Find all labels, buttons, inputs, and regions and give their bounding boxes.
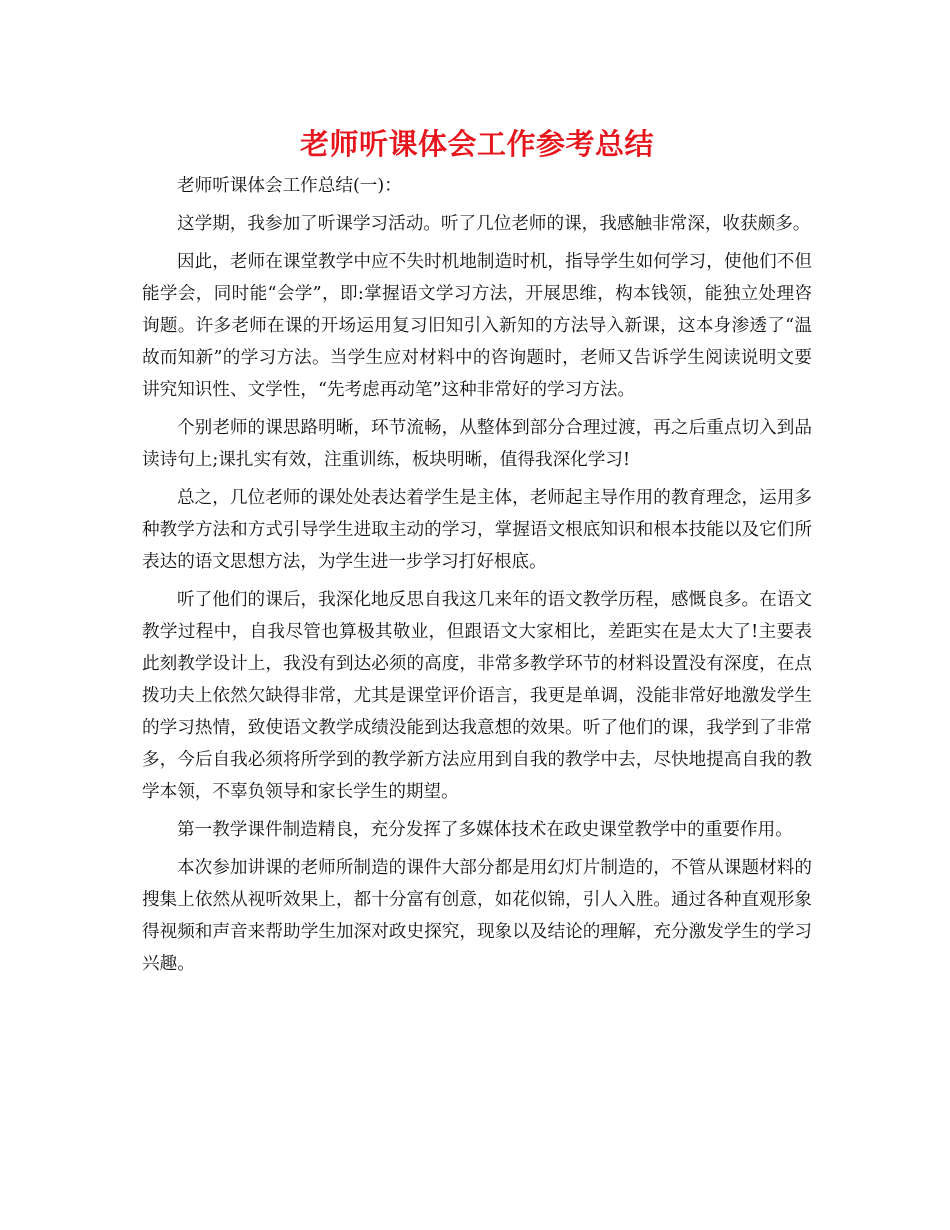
paragraph: 听了他们的课后，我深化地反思自我这几来年的语文教学历程，感慨良多。在语文教学过程中，自我尽管也算极其敬业，但跟语文大家相比，差距实在是太大了!主要表此刻教学设计上，我没有到达必须的高度，非常多教学环节的材料设置没有深度，在点拨功夫上依然欠缺得非常，尤其是课堂评价语言，我更是单调，没能非常好地激发学生的学习热情，致使语文教学成绩没能到达我意想的效果。听了他们的课，我学到了非常多，今后自我必须将所学到的教学新方法应用到自我的教学中去，尽快地提高自我的教学本领，不辜负领导和家长学生的期望。 [142,590,812,802]
paragraph: 本次参加讲课的老师所制造的课件大部分都是用幻灯片制造的，不管从课题材料的搜集上依然从视听效果上，都十分富有创意，如花似锦，引人入胜。通过各种直观形象得视频和声音来帮助学生加深对政史探究，现象以及结论的理解，充分激发学生的学习兴趣。 [142,858,812,974]
document-title: 老师听课体会工作参考总结 [299,127,654,161]
paragraph: 个别老师的课思路明晰，环节流畅，从整体到部分合理过渡，再之后重点切入到品读诗句上;课扎实有效，注重训练，板块明晰，值得我深化学习! [142,418,812,470]
paragraph: 这学期，我参加了听课学习活动。听了几位老师的课，我感触非常深，收获颇多。 [177,214,811,234]
paragraph-subtitle: 老师听课体会工作总结(一)： [177,176,402,196]
paragraph: 第一教学课件制造精良，充分发挥了多媒体技术在政史课堂教学中的重要作用。 [177,820,793,840]
document-page [142,122,812,986]
paragraph: 因此，老师在课堂教学中应不失时机地制造时机，指导学生如何学习，使他们不但能学会，同时能“会学”，即:掌握语文学习方法，开展思维，构本钱领，能独立处理咨询题。许多老师在课的开场运用复习旧知引入新知的方法导入新课，这本身渗透了“温故而知新”的学习方法。当学生应对材料中的咨询题时，老师又告诉学生阅读说明文要讲究知识性、文学性，“先考虑再动笔”这种非常好的学习方法。 [142,252,812,400]
paragraph: 总之，几位老师的课处处表达着学生是主体，老师起主导作用的教育理念，运用多种教学方法和方式引导学生进取主动的学习，掌握语文根底知识和根本技能以及它们所表达的语文思想方法，为学生进一步学习打好根底。 [142,488,812,572]
